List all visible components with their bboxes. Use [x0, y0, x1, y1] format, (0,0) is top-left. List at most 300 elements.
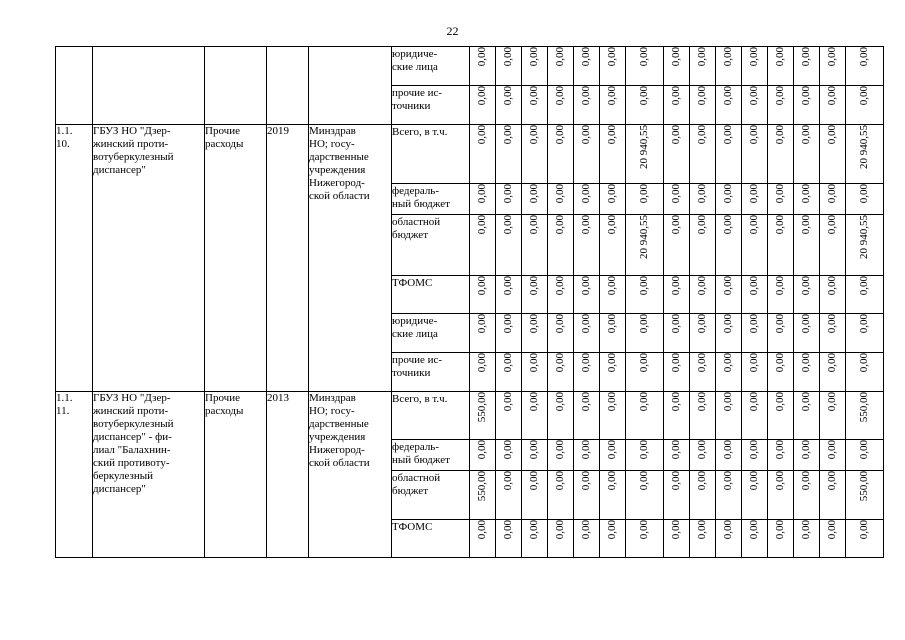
amount-value: 0,00 — [826, 353, 838, 373]
amount-value: 0,00 — [722, 47, 734, 67]
value-cell — [742, 471, 768, 520]
amount-value: 0,00 — [606, 314, 618, 334]
funding-source: Всего, в т.ч. — [392, 126, 448, 138]
amount-value: 0,00 — [722, 440, 734, 460]
amount-value: 0,00 — [722, 353, 734, 373]
amount-value: 0,00 — [606, 47, 618, 67]
value-cell — [794, 392, 820, 440]
amount-value: 0,00 — [580, 471, 592, 491]
amount-value: 0,00 — [722, 471, 734, 491]
amount-value: 0,00 — [858, 184, 870, 204]
amount-value: 0,00 — [476, 440, 488, 460]
amount-value: 20 940,55 — [858, 125, 870, 169]
amount-value: 0,00 — [638, 47, 650, 67]
value-cell — [742, 314, 768, 353]
value-cell — [768, 215, 794, 276]
funding-source-cell — [392, 184, 470, 215]
amount-value: 0,00 — [476, 314, 488, 334]
value-cell — [470, 47, 496, 86]
value-cell — [768, 184, 794, 215]
amount-value: 0,00 — [774, 125, 786, 145]
table-row — [56, 392, 884, 440]
amount-value: 0,00 — [580, 314, 592, 334]
amount-value: 0,00 — [722, 276, 734, 296]
value-cell — [820, 314, 846, 353]
amount-value: 0,00 — [606, 86, 618, 106]
value-cell — [846, 47, 884, 86]
value-cell — [690, 392, 716, 440]
value-cell — [600, 471, 626, 520]
value-cell — [768, 125, 794, 184]
amount-value: 0,00 — [554, 353, 566, 373]
value-cell — [820, 86, 846, 125]
item-number: 1.1. 11. — [56, 392, 93, 558]
value-cell — [600, 125, 626, 184]
amount-value: 0,00 — [528, 86, 540, 106]
amount-value: 0,00 — [554, 440, 566, 460]
amount-value: 0,00 — [748, 276, 760, 296]
amount-value: 0,00 — [800, 314, 812, 334]
value-cell — [690, 353, 716, 392]
value-cell — [522, 184, 548, 215]
value-cell — [496, 353, 522, 392]
value-cell — [820, 392, 846, 440]
funding-source: Всего, в т.ч. — [392, 393, 448, 405]
value-cell — [690, 184, 716, 215]
amount-value: 0,00 — [800, 520, 812, 540]
amount-value: 0,00 — [606, 276, 618, 296]
amount-value: 0,00 — [774, 86, 786, 106]
value-cell — [846, 520, 884, 558]
amount-value: 0,00 — [606, 125, 618, 145]
value-cell — [626, 215, 664, 276]
year: 2019 — [267, 125, 309, 392]
amount-value: 0,00 — [858, 86, 870, 106]
value-cell — [690, 86, 716, 125]
amount-value: 0,00 — [528, 314, 540, 334]
amount-value: 0,00 — [476, 125, 488, 145]
amount-value: 0,00 — [476, 215, 488, 235]
value-cell — [522, 125, 548, 184]
value-cell — [820, 353, 846, 392]
value-cell — [548, 47, 574, 86]
table-row — [56, 125, 884, 184]
amount-value: 0,00 — [748, 215, 760, 235]
amount-value: 0,00 — [670, 353, 682, 373]
value-cell — [574, 520, 600, 558]
value-cell — [846, 392, 884, 440]
year: 2013 — [267, 392, 309, 558]
amount-value: 20 940,55 — [638, 125, 650, 169]
value-cell — [690, 47, 716, 86]
amount-value: 0,00 — [554, 125, 566, 145]
amount-value: 0,00 — [554, 276, 566, 296]
amount-value: 0,00 — [476, 47, 488, 67]
amount-value: 0,00 — [670, 184, 682, 204]
value-cell — [626, 276, 664, 314]
amount-value: 20 940,55 — [638, 215, 650, 259]
amount-value: 0,00 — [502, 125, 514, 145]
amount-value: 0,00 — [800, 353, 812, 373]
value-cell — [470, 392, 496, 440]
amount-value: 0,00 — [670, 314, 682, 334]
amount-value: 0,00 — [670, 520, 682, 540]
amount-value: 0,00 — [800, 440, 812, 460]
value-cell — [846, 125, 884, 184]
value-cell — [690, 314, 716, 353]
value-cell — [626, 86, 664, 125]
value-cell — [470, 353, 496, 392]
value-cell — [574, 440, 600, 471]
value-cell — [768, 392, 794, 440]
value-cell — [768, 276, 794, 314]
amount-value: 0,00 — [826, 215, 838, 235]
amount-value: 0,00 — [748, 353, 760, 373]
value-cell — [626, 440, 664, 471]
value-cell — [664, 276, 690, 314]
funding-source-cell — [392, 215, 470, 276]
amount-value: 0,00 — [774, 215, 786, 235]
responsible-org: Минздрав НО; госу- дарственные учреждения Нижегород- ской области — [309, 125, 392, 392]
amount-value: 0,00 — [696, 314, 708, 334]
amount-value: 0,00 — [696, 471, 708, 491]
value-cell — [664, 520, 690, 558]
amount-value: 0,00 — [502, 440, 514, 460]
amount-value: 0,00 — [580, 520, 592, 540]
amount-value: 0,00 — [554, 215, 566, 235]
value-cell — [600, 314, 626, 353]
value-cell — [522, 392, 548, 440]
amount-value: 0,00 — [502, 353, 514, 373]
value-cell — [548, 86, 574, 125]
value-cell — [794, 86, 820, 125]
amount-value: 0,00 — [774, 471, 786, 491]
amount-value: 0,00 — [696, 86, 708, 106]
amount-value: 0,00 — [826, 184, 838, 204]
amount-value: 0,00 — [826, 520, 838, 540]
amount-value: 0,00 — [554, 520, 566, 540]
amount-value: 0,00 — [722, 215, 734, 235]
funding-source: областной бюджет — [392, 472, 441, 497]
amount-value: 0,00 — [774, 520, 786, 540]
amount-value: 0,00 — [722, 86, 734, 106]
value-cell — [820, 125, 846, 184]
amount-value: 0,00 — [502, 314, 514, 334]
amount-value: 0,00 — [502, 471, 514, 491]
value-cell — [716, 125, 742, 184]
amount-value: 0,00 — [748, 47, 760, 67]
value-cell — [820, 215, 846, 276]
value-cell — [768, 353, 794, 392]
amount-value: 0,00 — [528, 47, 540, 67]
value-cell — [522, 520, 548, 558]
value-cell — [664, 314, 690, 353]
amount-value: 0,00 — [800, 86, 812, 106]
amount-value: 0,00 — [606, 471, 618, 491]
value-cell — [626, 520, 664, 558]
amount-value: 0,00 — [748, 520, 760, 540]
amount-value: 0,00 — [528, 353, 540, 373]
value-cell — [820, 440, 846, 471]
value-cell — [600, 392, 626, 440]
item-number — [56, 47, 93, 125]
amount-value: 0,00 — [670, 440, 682, 460]
amount-value: 0,00 — [826, 47, 838, 67]
amount-value: 0,00 — [722, 392, 734, 412]
value-cell — [574, 392, 600, 440]
amount-value: 0,00 — [554, 471, 566, 491]
value-cell — [548, 520, 574, 558]
value-cell — [470, 184, 496, 215]
value-cell — [846, 86, 884, 125]
amount-value: 0,00 — [554, 47, 566, 67]
value-cell — [626, 392, 664, 440]
value-cell — [664, 47, 690, 86]
amount-value: 550,00 — [858, 471, 870, 502]
value-cell — [496, 314, 522, 353]
value-cell — [574, 353, 600, 392]
amount-value: 0,00 — [670, 392, 682, 412]
amount-value: 0,00 — [748, 125, 760, 145]
amount-value: 0,00 — [502, 392, 514, 412]
funding-source: юридиче- ские лица — [392, 48, 438, 73]
amount-value: 0,00 — [858, 47, 870, 67]
value-cell — [742, 47, 768, 86]
value-cell — [716, 276, 742, 314]
funding-source: прочие ис- точники — [392, 87, 443, 112]
amount-value: 0,00 — [638, 392, 650, 412]
value-cell — [548, 184, 574, 215]
funding-source-cell — [392, 392, 470, 440]
value-cell — [496, 47, 522, 86]
amount-value: 0,00 — [554, 184, 566, 204]
value-cell — [574, 471, 600, 520]
value-cell — [626, 125, 664, 184]
value-cell — [522, 353, 548, 392]
value-cell — [742, 184, 768, 215]
value-cell — [820, 47, 846, 86]
value-cell — [548, 276, 574, 314]
amount-value: 0,00 — [502, 86, 514, 106]
expense-type — [205, 47, 267, 125]
amount-value: 0,00 — [696, 392, 708, 412]
value-cell — [470, 440, 496, 471]
value-cell — [820, 276, 846, 314]
value-cell — [768, 86, 794, 125]
amount-value: 0,00 — [858, 276, 870, 296]
amount-value: 0,00 — [696, 215, 708, 235]
value-cell — [470, 471, 496, 520]
amount-value: 0,00 — [528, 392, 540, 412]
amount-value: 0,00 — [554, 86, 566, 106]
value-cell — [820, 520, 846, 558]
amount-value: 0,00 — [580, 440, 592, 460]
amount-value: 0,00 — [554, 314, 566, 334]
value-cell — [820, 471, 846, 520]
value-cell — [470, 86, 496, 125]
value-cell — [600, 47, 626, 86]
value-cell — [716, 314, 742, 353]
amount-value: 0,00 — [528, 520, 540, 540]
value-cell — [846, 353, 884, 392]
value-cell — [664, 215, 690, 276]
value-cell — [600, 86, 626, 125]
amount-value: 0,00 — [476, 276, 488, 296]
institution-name: ГБУЗ НО "Дзер- жинский проти- вотуберкулезный диспансер" — [93, 125, 205, 392]
value-cell — [548, 314, 574, 353]
amount-value: 0,00 — [580, 215, 592, 235]
value-cell — [768, 314, 794, 353]
amount-value: 0,00 — [580, 392, 592, 412]
value-cell — [664, 440, 690, 471]
institution-name: ГБУЗ НО "Дзер- жинский проти- вотуберкулезный диспансер" - фи- лиал "Балахнин- ский противоту- беркулезный диспансер" — [93, 392, 205, 558]
value-cell — [664, 125, 690, 184]
value-cell — [522, 314, 548, 353]
funding-source: областной бюджет — [392, 216, 441, 241]
amount-value: 0,00 — [580, 125, 592, 145]
value-cell — [846, 314, 884, 353]
value-cell — [794, 471, 820, 520]
amount-value: 0,00 — [606, 184, 618, 204]
amount-value: 0,00 — [502, 276, 514, 296]
amount-value: 0,00 — [748, 184, 760, 204]
amount-value: 0,00 — [800, 392, 812, 412]
funding-source: федераль- ный бюджет — [392, 185, 450, 210]
value-cell — [574, 86, 600, 125]
value-cell — [548, 440, 574, 471]
amount-value: 0,00 — [638, 353, 650, 373]
amount-value: 0,00 — [826, 276, 838, 296]
item-number: 1.1. 10. — [56, 125, 93, 392]
value-cell — [664, 471, 690, 520]
amount-value: 0,00 — [638, 314, 650, 334]
value-cell — [470, 215, 496, 276]
amount-value: 0,00 — [826, 392, 838, 412]
value-cell — [716, 86, 742, 125]
amount-value: 0,00 — [528, 184, 540, 204]
amount-value: 0,00 — [502, 47, 514, 67]
amount-value: 0,00 — [502, 184, 514, 204]
amount-value: 0,00 — [722, 184, 734, 204]
amount-value: 0,00 — [748, 440, 760, 460]
amount-value: 0,00 — [858, 520, 870, 540]
value-cell — [794, 276, 820, 314]
amount-value: 0,00 — [748, 471, 760, 491]
value-cell — [548, 353, 574, 392]
year — [267, 47, 309, 125]
amount-value: 0,00 — [606, 215, 618, 235]
amount-value: 0,00 — [774, 353, 786, 373]
amount-value: 0,00 — [528, 276, 540, 296]
value-cell — [548, 471, 574, 520]
amount-value: 0,00 — [580, 47, 592, 67]
value-cell — [690, 440, 716, 471]
table-row — [56, 47, 884, 86]
value-cell — [794, 215, 820, 276]
value-cell — [600, 520, 626, 558]
amount-value: 0,00 — [670, 471, 682, 491]
value-cell — [768, 440, 794, 471]
amount-value: 0,00 — [696, 276, 708, 296]
amount-value: 0,00 — [826, 471, 838, 491]
value-cell — [496, 440, 522, 471]
funding-source-cell — [392, 86, 470, 125]
expense-type: Прочие расходы — [205, 392, 267, 558]
funding-source: ТФОМС — [392, 521, 433, 533]
value-cell — [690, 125, 716, 184]
value-cell — [716, 184, 742, 215]
value-cell — [496, 520, 522, 558]
value-cell — [548, 392, 574, 440]
amount-value: 0,00 — [528, 125, 540, 145]
value-cell — [742, 392, 768, 440]
funding-source-cell — [392, 314, 470, 353]
value-cell — [600, 184, 626, 215]
amount-value: 0,00 — [580, 353, 592, 373]
value-cell — [496, 215, 522, 276]
value-cell — [742, 520, 768, 558]
funding-source: ТФОМС — [392, 277, 433, 289]
value-cell — [690, 471, 716, 520]
value-cell — [574, 314, 600, 353]
amount-value: 0,00 — [528, 440, 540, 460]
value-cell — [600, 353, 626, 392]
amount-value: 0,00 — [858, 314, 870, 334]
value-cell — [626, 471, 664, 520]
value-cell — [626, 184, 664, 215]
value-cell — [522, 471, 548, 520]
amount-value: 0,00 — [774, 440, 786, 460]
funding-source-cell — [392, 47, 470, 86]
value-cell — [574, 47, 600, 86]
amount-value: 0,00 — [638, 471, 650, 491]
value-cell — [742, 86, 768, 125]
amount-value: 0,00 — [722, 125, 734, 145]
value-cell — [742, 215, 768, 276]
amount-value: 0,00 — [800, 184, 812, 204]
amount-value: 0,00 — [670, 125, 682, 145]
amount-value: 0,00 — [696, 125, 708, 145]
amount-value: 550,00 — [858, 392, 870, 423]
amount-value: 0,00 — [722, 520, 734, 540]
value-cell — [716, 440, 742, 471]
amount-value: 0,00 — [748, 314, 760, 334]
funding-source-cell — [392, 353, 470, 392]
funding-source-cell — [392, 125, 470, 184]
amount-value: 0,00 — [774, 392, 786, 412]
amount-value: 0,00 — [476, 184, 488, 204]
value-cell — [794, 520, 820, 558]
value-cell — [470, 520, 496, 558]
value-cell — [664, 353, 690, 392]
amount-value: 0,00 — [502, 520, 514, 540]
amount-value: 0,00 — [826, 314, 838, 334]
amount-value: 0,00 — [858, 440, 870, 460]
amount-value: 0,00 — [696, 47, 708, 67]
value-cell — [690, 215, 716, 276]
value-cell — [600, 276, 626, 314]
amount-value: 0,00 — [748, 86, 760, 106]
funding-source-cell — [392, 276, 470, 314]
value-cell — [496, 86, 522, 125]
amount-value: 0,00 — [476, 86, 488, 106]
amount-value: 0,00 — [774, 184, 786, 204]
amount-value: 0,00 — [476, 520, 488, 540]
value-cell — [716, 215, 742, 276]
value-cell — [794, 47, 820, 86]
value-cell — [690, 520, 716, 558]
value-cell — [794, 184, 820, 215]
